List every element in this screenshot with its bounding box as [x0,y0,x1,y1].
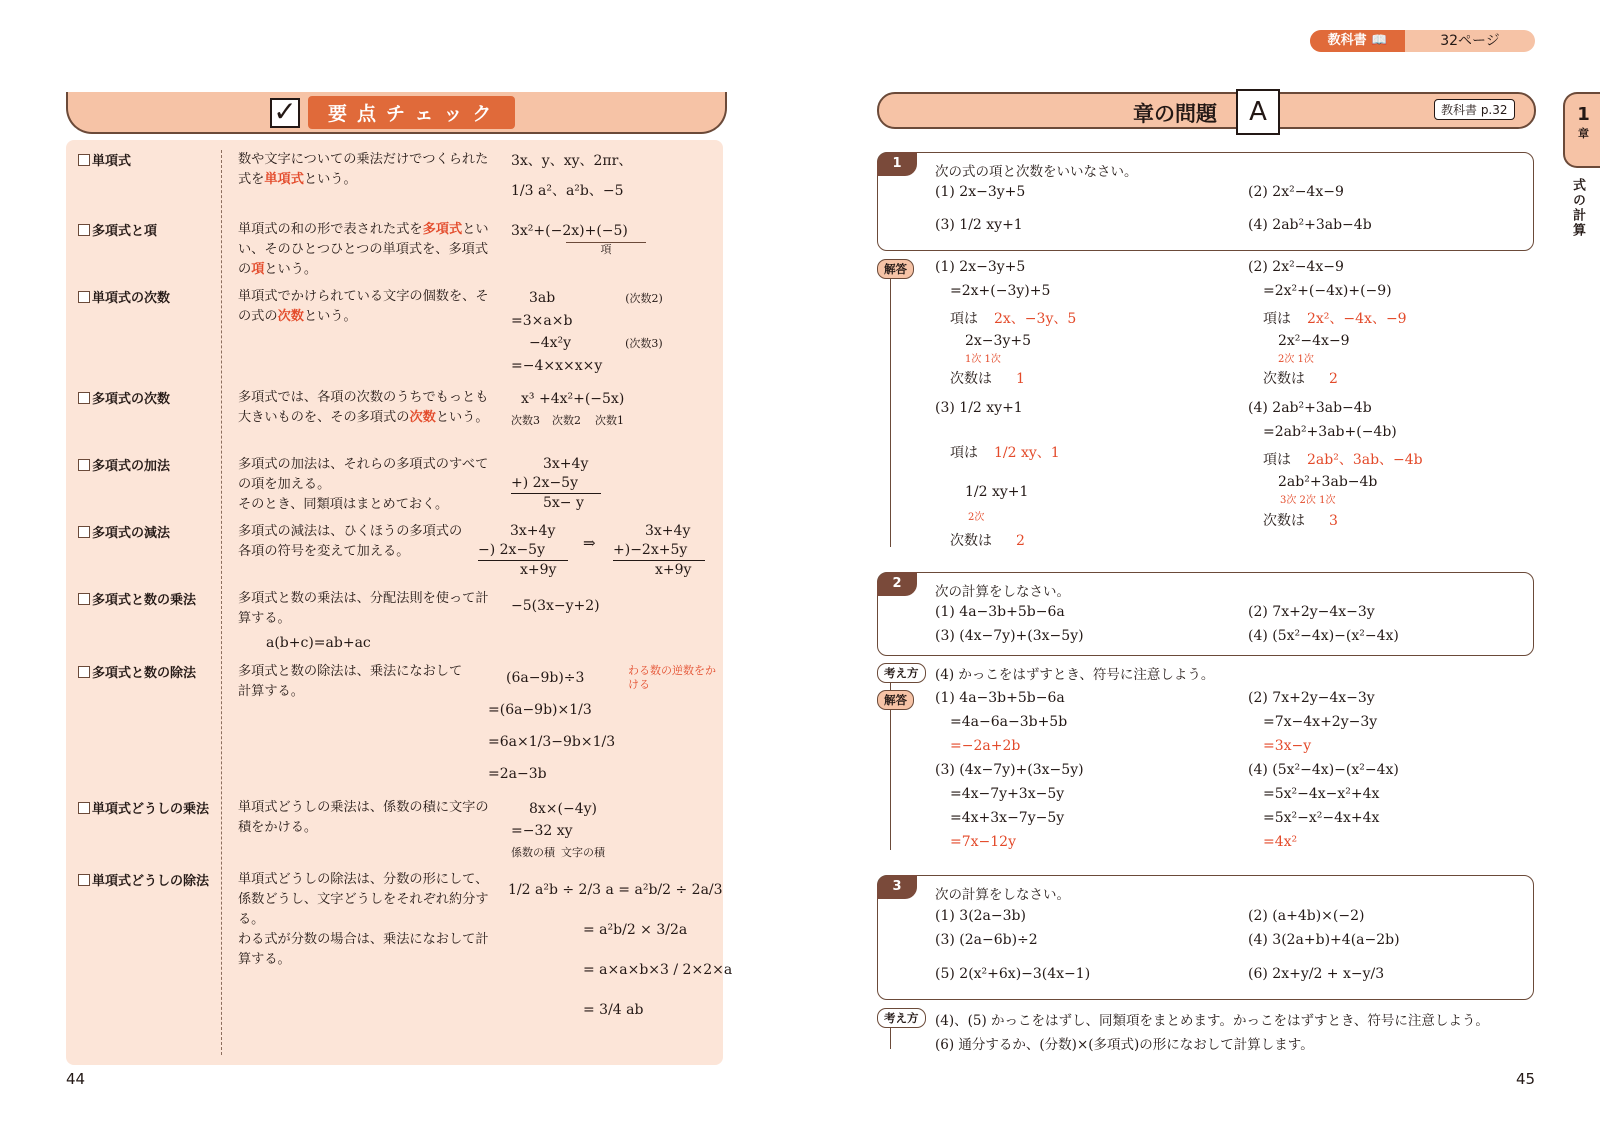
row-example: 3x+4y +) 2x−5y 5x− y [511,455,731,513]
question-text: 次の計算をしなさい。 [935,887,1070,903]
row-term: 多項式の減法 [92,526,171,541]
row-example: 3x、y、xy、2πr、 1/3 a²、a²b、−5 [511,153,633,199]
key-row [76,287,716,382]
question-item: (4) 3(2a+b)+4(a−2b) [1248,932,1400,948]
checkbox-icon[interactable] [78,392,90,404]
row-term: 多項式と数の乗法 [92,593,197,608]
row-example: 1/2 a²b ÷ 2/3 a = a²b/2 ÷ 2a/3 = a²b/2 × 3/2a = a×a×b×3 / 2×2×a = 3/4 ab [508,882,733,1018]
key-row [76,662,716,792]
row-example: 8x×(−4y) =−32 xy 係数の積 文字の積 [511,801,605,859]
checkbox-icon[interactable] [78,291,90,303]
textbook-page-ref: 教科書 p.32 [1434,99,1515,120]
row-desc: 数や文字についての乗法だけでつくられた式を単項式という。 [238,152,489,187]
row-desc: 単項式でかけられている文字の個数を、その式の次数という。 [238,289,489,324]
question-item: (3) (4x−7y)+(3x−5y) [935,628,1084,644]
key-row [76,220,716,280]
question-text: 次の計算をしなさい。 [935,584,1070,600]
chapter-letter: A [1236,89,1280,135]
checkbox-icon[interactable] [78,459,90,471]
question-item: (3) 1/2 xy+1 [935,217,1023,233]
chapter-problem-title: 章の問題 [1133,102,1217,126]
arrow-right-icon: ⇒ [583,534,596,552]
row-term: 多項式の加法 [92,459,171,474]
row-desc: 多項式と数の除法は、乗法になおして計算する。 [238,664,463,699]
question-number: 1 [877,152,917,176]
answer-label: 解答 [877,690,914,710]
distributive-formula: a(b+c)=ab+ac [266,635,371,651]
row-term: 単項式 [92,154,132,169]
checkbox-icon[interactable] [78,802,90,814]
page-number-right: 45 [1516,1070,1536,1088]
page-number-left: 44 [66,1070,86,1088]
answer-rule [890,272,891,547]
question-item: (1) 4a−3b+5b−6a [935,604,1065,620]
row-desc: 単項式どうしの除法は、分数の形にして、係数どうし、文字どうしをそれぞれ約分する。 わる式が分数の場合は、乗法になおして計算する。 [238,872,489,967]
row-example: x³ +4x²+(−5x) 次数3 次数2 次数1 [511,391,625,427]
think-text: (6) 通分するか、(分数)×(多項式)の形になおして計算します。 [935,1037,1314,1053]
row-term: 単項式の次数 [92,291,171,306]
question-item: (5) 2(x²+6x)−3(4x−1) [935,966,1091,982]
question-item: (4) (5x²−4x)−(x²−4x) [1248,628,1399,644]
question-item: (1) 3(2a−3b) [935,908,1026,924]
question-item: (3) (2a−6b)÷2 [935,932,1038,948]
chapter-side-label: 式の計算 [1570,178,1585,238]
key-points-title: 要点チェック [308,96,515,129]
row-term: 単項式どうしの除法 [92,874,210,889]
question-text: 次の式の項と次数をいいなさい。 [935,164,1138,180]
row-desc: 単項式どうしの乗法は、係数の積に文字の積をかける。 [238,800,489,835]
key-row [76,589,716,649]
think-label: 考え方 [877,663,926,683]
answer-label: 解答 [877,259,914,279]
checkbox-icon[interactable] [78,874,90,886]
row-desc: 多項式の加法は、それらの多項式のすべての項を加える。 そのとき、同類項はまとめておく。 [238,457,489,512]
question-item: (2) (a+4b)×(−2) [1248,908,1365,924]
row-example: 3ab (次数2) =3×a×b −4x²y (次数3) =−4×x×x×y [511,290,663,374]
left-header-title [270,96,515,129]
question-item: (1) 2x−3y+5 [935,184,1026,200]
row-example: (6a−9b)÷3 =(6a−9b)×1/3 =6a×1/3−9b×1/3 =2a−3b わる数の逆数をかける [488,664,716,782]
row-term: 単項式どうしの乗法 [92,802,210,817]
key-row [76,870,733,1050]
textbook-reference-pill: 教科書 📖 32ページ [1310,30,1535,52]
question-item: (2) 7x+2y−4x−3y [1248,604,1375,620]
checkbox-icon[interactable] [78,593,90,605]
key-row [76,388,716,448]
question-number: 2 [877,572,917,596]
row-term: 多項式の次数 [92,392,171,407]
key-row: 多項式の減法 多項式の減法は、ひくほうの多項式の各項の符号を変えて加える。 3x+4y −) 2x−5y x+9y ⇒ 3x+4y +)−2x+5y x+9y [76,522,716,582]
checkbox-icon[interactable] [78,526,90,538]
row-example: −5(3x−y+2) [511,598,600,614]
think-text: (4) かっこをはずすとき、符号に注意しよう。 [935,667,1215,683]
row-term: 多項式と数の除法 [92,666,197,681]
row-desc: 多項式の減法は、ひくほうの多項式の各項の符号を変えて加える。 [238,524,463,559]
question-item: (4) 2ab²+3ab−4b [1248,217,1372,233]
think-label: 考え方 [877,1008,926,1028]
question-number: 3 [877,875,917,899]
checkbox-icon[interactable] [78,224,90,236]
row-term: 多項式と項 [92,224,158,239]
chapter-side-tab[interactable]: 1 章 [1563,92,1600,168]
row-example: 3x²+(−2x)+(−5) 項 [511,220,731,257]
reciprocal-note: わる数の逆数をかける [628,664,716,691]
key-row [76,150,716,210]
think-text: (4)、(5) かっこをはずし、同類項をまとめます。かっこをはずすとき、符号に注意しよう。 [935,1013,1489,1029]
row-desc: 単項式の和の形で表された式を多項式といい、そのひとつひとつの単項式を、多項式の項という。 [238,222,489,277]
check-icon: ✓ [270,98,300,128]
row-desc: 多項式では、各項の次数のうちでもっとも大きいものを、その多項式の次数という。 [238,390,489,425]
question-item: (6) 2x+y/2 + x−y/3 [1248,966,1385,982]
question-item: (2) 2x²−4x−9 [1248,184,1344,200]
checkbox-icon[interactable] [78,666,90,678]
book-icon: 📖 [1371,33,1388,48]
key-row [76,798,716,858]
key-row [76,455,716,515]
row-desc: 多項式と数の乗法は、分配法則を使って計算する。 a(b+c)=ab+ac [238,589,493,653]
checkbox-icon[interactable] [78,154,90,166]
